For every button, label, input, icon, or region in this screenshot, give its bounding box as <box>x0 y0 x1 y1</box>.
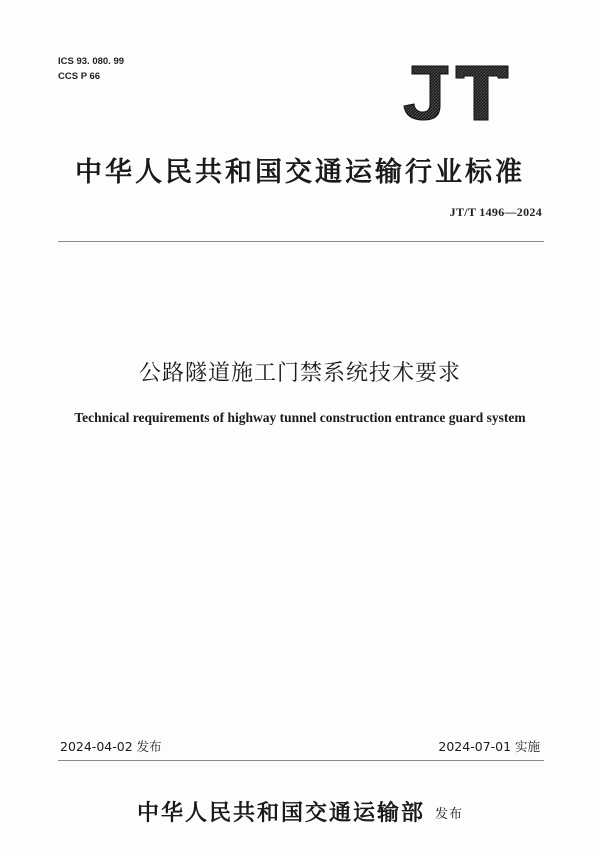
standard-title-english: Technical requirements of highway tunnel construction entrance guard system <box>74 410 526 425</box>
issue-date: 2024-04-02 发布 <box>60 739 162 754</box>
standard-title-chinese: 公路隧道施工门禁系统技术要求 <box>138 361 461 386</box>
ics-code: ICS 93. 080. 99 <box>58 56 125 67</box>
ccs-code: CCS P 66 <box>58 71 101 82</box>
implementation-date: 2024-07-01 实施 <box>438 739 540 754</box>
issuer-line <box>0 796 600 827</box>
standard-number: JT/T 1496—2024 <box>449 205 542 219</box>
jt-logo-icon <box>398 64 510 122</box>
issuer-action: 发布 <box>435 807 464 822</box>
issuing-body-title: 中华人民共和国交通运输行业标准 <box>75 157 525 188</box>
bottom-divider <box>58 760 544 761</box>
classification-codes <box>58 54 124 84</box>
issuer-name: 中华人民共和国交通运输部 <box>136 801 425 826</box>
top-divider <box>58 241 544 242</box>
